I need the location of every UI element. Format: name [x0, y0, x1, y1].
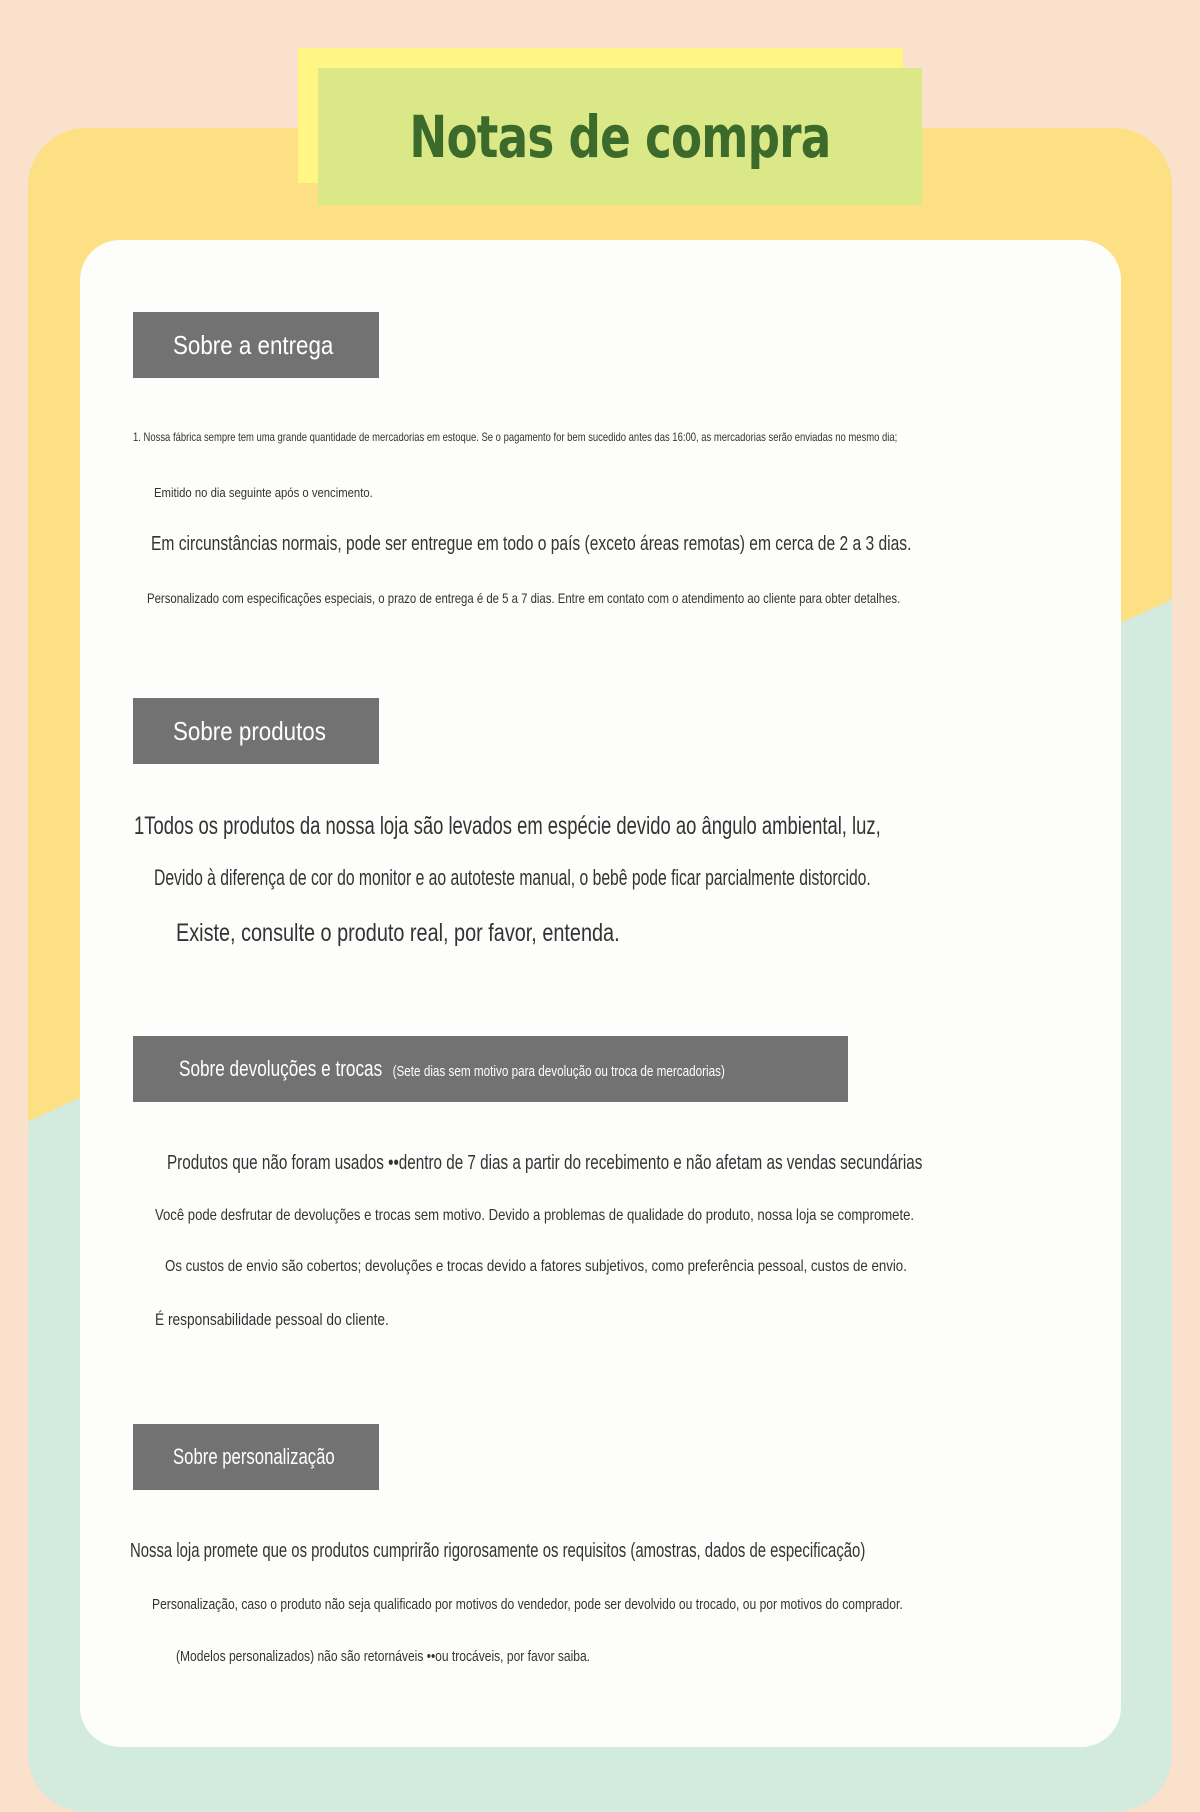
- products-line-3: Existe, consulte o produto real, por favor, entenda.: [176, 919, 620, 947]
- section-heading-delivery: [133, 312, 379, 378]
- page-title: Notas de compra: [409, 102, 831, 171]
- content-card: [80, 240, 1121, 1747]
- delivery-line-3: Em circunstâncias normais, pode ser entregue em todo o país (exceto áreas remotas) em cerca de 2 a 3 dias.: [151, 533, 912, 555]
- title-tag: [318, 68, 922, 205]
- delivery-line-2: Emitido no dia seguinte após o vencimento.: [154, 485, 373, 500]
- products-line-2: Devido à diferença de cor do monitor e ao autoteste manual, o bebê pode ficar parcialmente distorcido.: [154, 865, 871, 890]
- section-heading-returns-note: (Sete dias sem motivo para devolução ou troca de mercadorias): [392, 1063, 725, 1080]
- products-line-1: 1Todos os produtos da nossa loja são levados em espécie devido ao ângulo ambiental, luz,: [134, 812, 881, 840]
- customization-line-1: Nossa loja promete que os produtos cumprirão rigorosamente os requisitos (amostras, dados de especificação): [130, 1540, 866, 1562]
- section-heading-returns-text: Sobre devoluções e trocas: [179, 1056, 383, 1081]
- section-heading-products-text: Sobre produtos: [173, 715, 326, 746]
- delivery-line-4: Personalizado com especificações especiais, o prazo de entrega é de 5 a 7 dias. Entre em contato com o atendimento ao cliente para obter detalhes.: [147, 590, 901, 606]
- returns-line-2: Você pode desfrutar de devoluções e trocas sem motivo. Devido a problemas de qualidade do produto, nossa loja se compromete.: [155, 1207, 915, 1224]
- returns-line-4: É responsabilidade pessoal do cliente.: [155, 1310, 389, 1329]
- delivery-line-1: 1. Nossa fábrica sempre tem uma grande quantidade de mercadorias em estoque. Se o pagamento for bem sucedido antes das 16:00, as mercadorias serão enviadas no mesmo dia;: [133, 430, 898, 444]
- customization-line-3: (Modelos personalizados) não são retornáveis ••ou trocáveis, por favor saiba.: [176, 1648, 591, 1665]
- section-heading-customization-text: Sobre personalização: [173, 1444, 335, 1469]
- customization-line-2: Personalização, caso o produto não seja qualificado por motivos do vendedor, pode ser devolvido ou trocado, ou por motivos do comprador.: [152, 1596, 903, 1613]
- section-heading-delivery-text: Sobre a entrega: [173, 329, 334, 360]
- section-heading-products: [133, 698, 379, 764]
- section-heading-customization: [133, 1424, 379, 1490]
- returns-line-1: Produtos que não foram usados ••dentro de 7 dias a partir do recebimento e não afetam as vendas secundárias: [167, 1152, 923, 1174]
- section-heading-returns: [133, 1036, 848, 1102]
- returns-line-3: Os custos de envio são cobertos; devoluções e trocas devido a fatores subjetivos, como preferência pessoal, custos de envio.: [165, 1258, 907, 1275]
